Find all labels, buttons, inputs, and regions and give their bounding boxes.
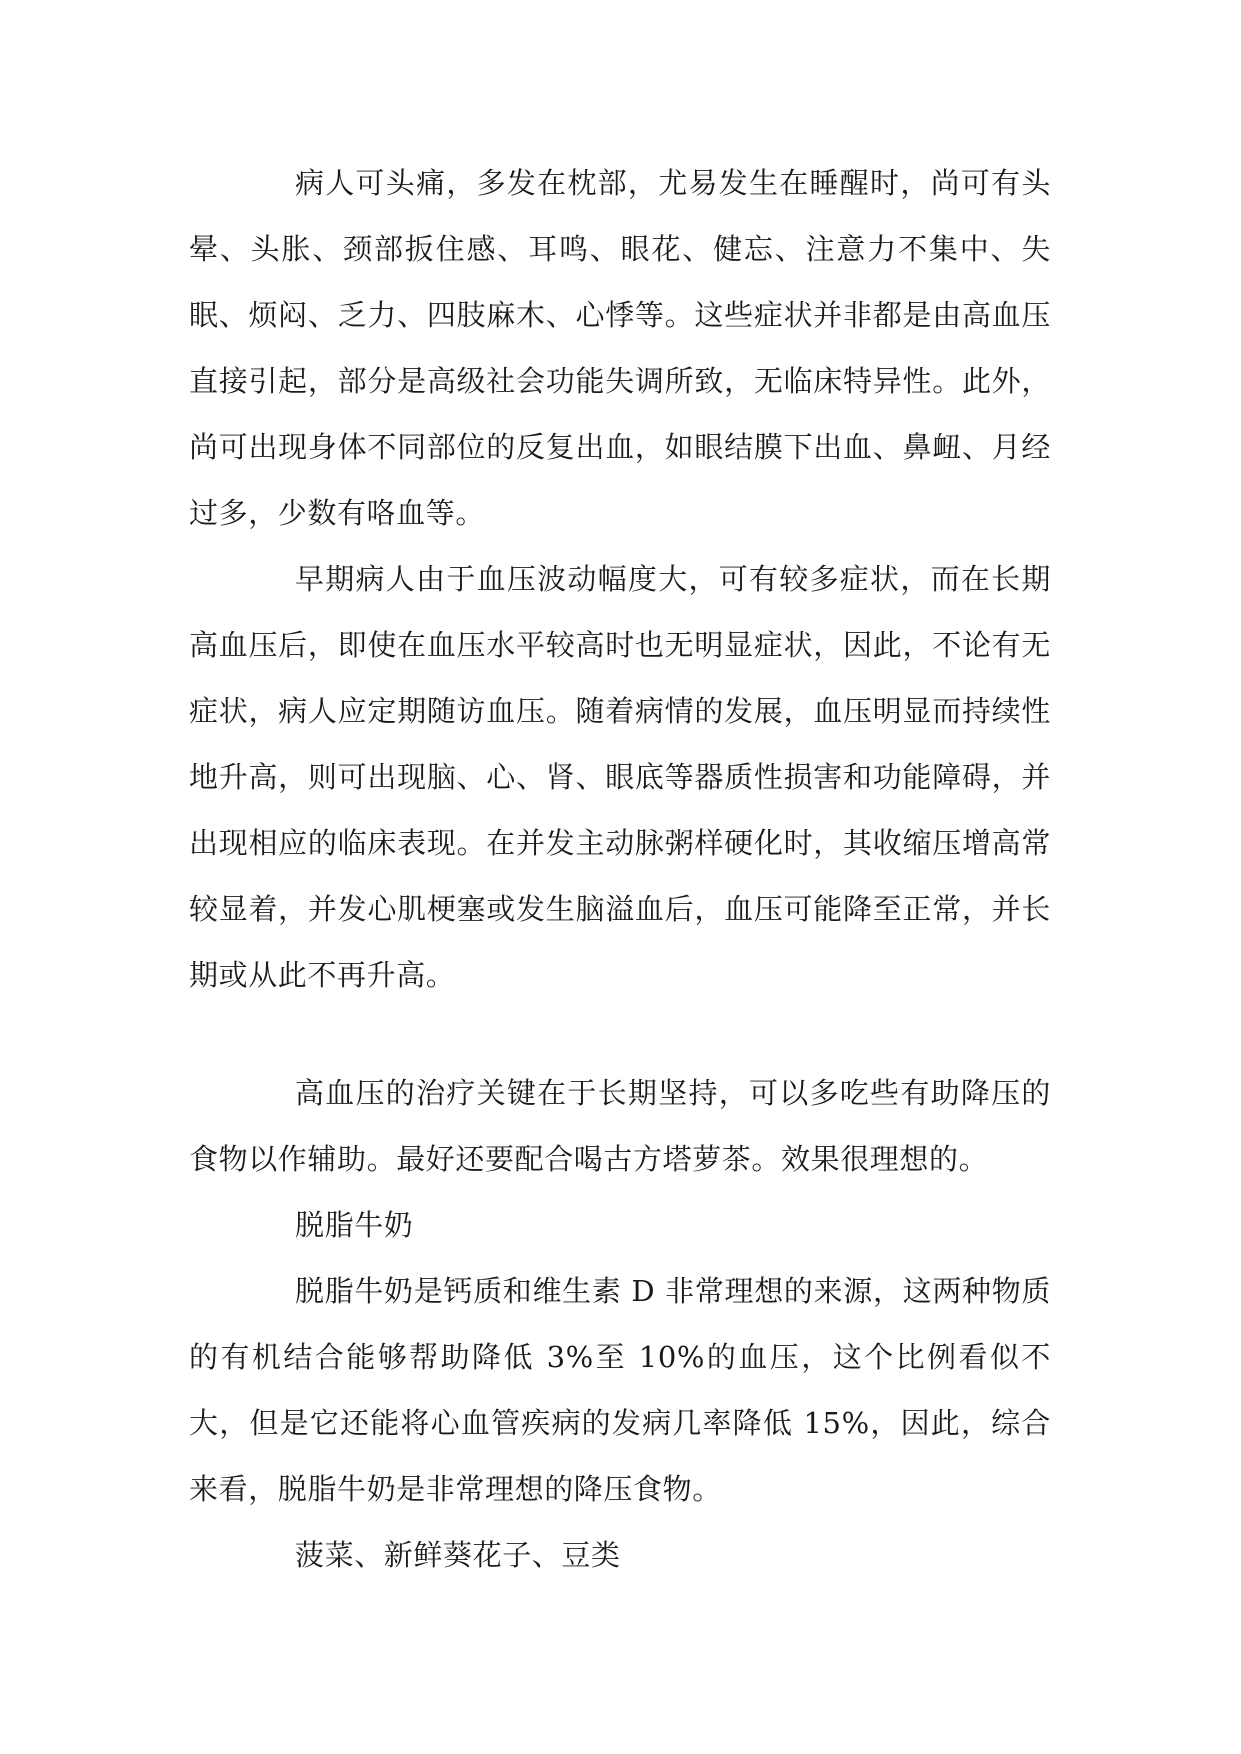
heading-spinach-seeds-beans: 菠菜、新鲜葵花子、豆类 [295, 1538, 621, 1572]
paragraph-symptoms: 病人可头痛，多发在枕部，尤易发生在睡醒时，尚可有头晕、头胀、颈部扳住感、耳鸣、眼花、健忘、注意力不集中、失眠、烦闷、乏力、四肢麻木、心悸等。这些症状并非都是由高血压直接引起，部分是高级社会功能失调所致，无临床特异性。此外，尚可出现身体不同部位的反复出血，如眼结膜下出血、鼻衄、月经过多，少数有咯血等。 [189, 166, 1051, 530]
body-text-bottom [189, 1060, 1051, 1588]
heading-skim-milk: 脱脂牛奶 [295, 1208, 414, 1242]
paragraph-skim-milk: 脱脂牛奶是钙质和维生素 D 非常理想的来源，这两种物质的有机结合能够帮助降低 3%至 10%的血压，这个比例看似不大，但是它还能将心血管疾病的发病几率降低 15%，因此，综合来看，脱脂牛奶是非常理想的降压食物。 [189, 1274, 1051, 1506]
paragraph-treatment: 高血压的治疗关键在于长期坚持，可以多吃些有助降压的食物以作辅助。最好还要配合喝古方塔萝茶。效果很理想的。 [189, 1076, 1051, 1176]
body-text-top [189, 150, 1051, 1008]
paragraph-progression: 早期病人由于血压波动幅度大，可有较多症状，而在长期高血压后，即使在血压水平较高时也无明显症状，因此，不论有无症状，病人应定期随访血压。随着病情的发展，血压明显而持续性地升高，则可出现脑、心、肾、眼底等器质性损害和功能障碍，并出现相应的临床表现。在并发主动脉粥样硬化时，其收缩压增高常较显着，并发心肌梗塞或发生脑溢血后，血压可能降至正常，并长期或从此不再升高。 [189, 562, 1051, 992]
